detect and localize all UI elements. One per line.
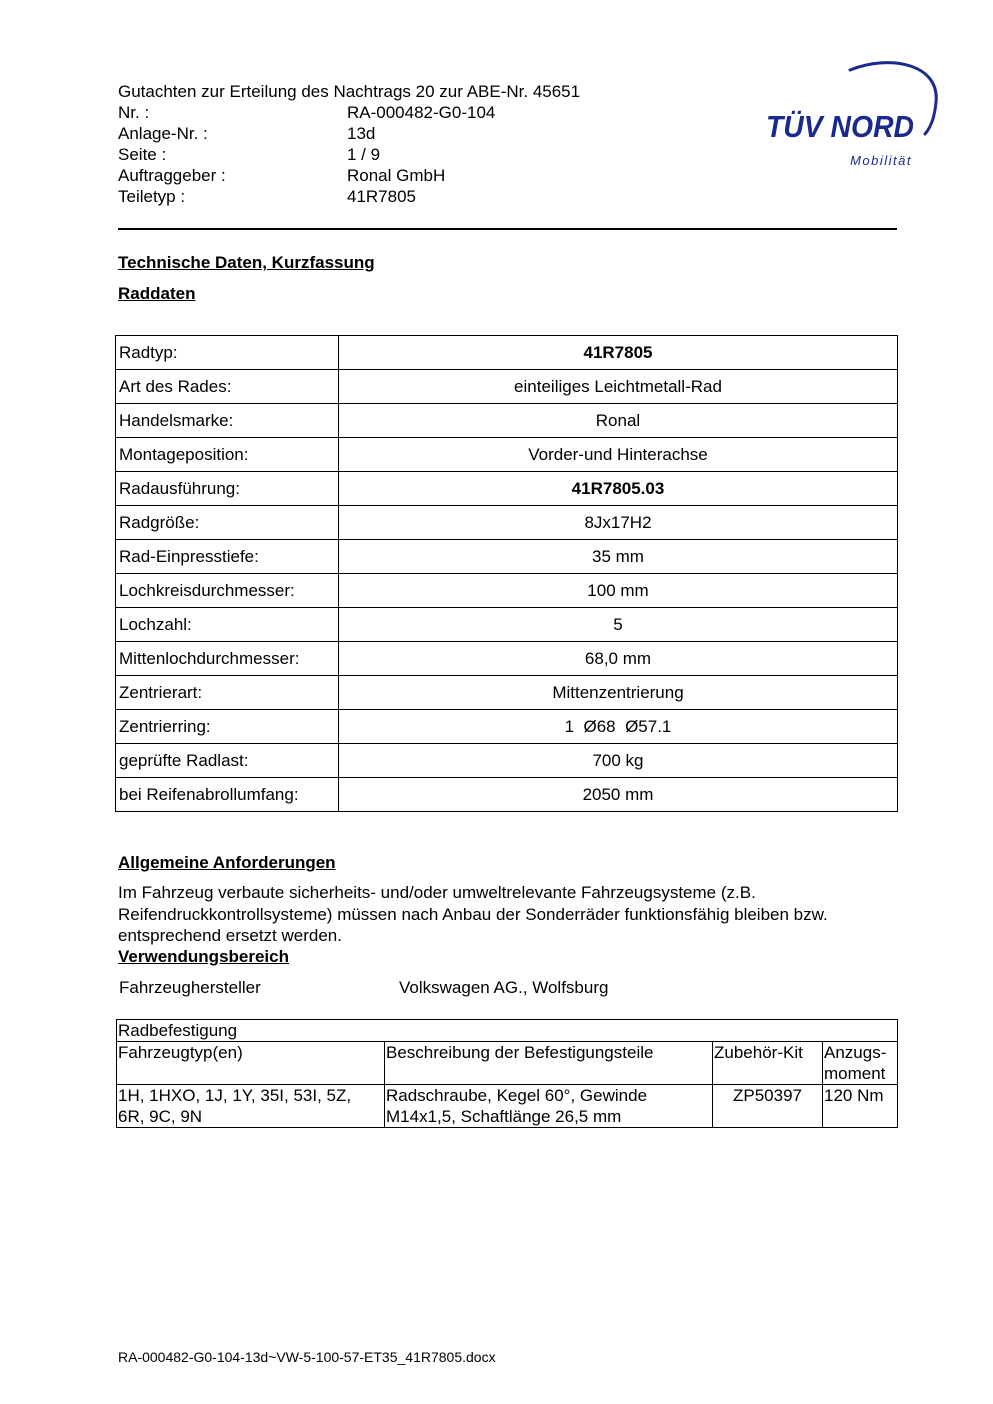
usage-title: Verwendungsbereich [118,947,289,966]
header-value: 41R7805 [347,187,417,206]
header-label: Seite : [118,145,167,164]
logo-subtitle: Mobilität [850,153,912,168]
mounting-table [116,1019,898,1128]
row-value: 8Jx17H2 [339,506,898,540]
cell-torque: 120 Nm [823,1085,898,1128]
header-row-seite [118,144,495,165]
row-value: 2050 mm [339,778,898,812]
header-torque-line1: Anzugs- [824,1043,887,1062]
vehicle-types-line1: 1H, 1HXO, 1J, 1Y, 35I, 53I, 5Z, [118,1086,352,1105]
row-value: 100 mm [339,574,898,608]
header-row-nr [118,102,495,123]
row-value: 35 mm [339,540,898,574]
row-value: Ronal [339,404,898,438]
footer-filename: RA-000482-G0-104-13d~VW-5-100-57-ET35_41R7805.docx [118,1349,496,1365]
table-row [116,744,898,778]
table-header-row [117,1042,898,1085]
row-label: Radgröße: [116,506,339,540]
row-label: bei Reifenabrollumfang: [116,778,339,812]
row-label: Rad-Einpresstiefe: [116,540,339,574]
header-description: Beschreibung der Befestigungsteile [385,1042,713,1085]
table-row [116,506,898,540]
vehicle-types-line2: 6R, 9C, 9N [118,1107,203,1126]
document-title: Gutachten zur Erteilung des Nachtrags 20 zur ABE-Nr. 45651 [118,82,581,101]
header-info [118,102,495,207]
cell-description [385,1085,713,1128]
header-value: RA-000482-G0-104 [347,103,496,122]
row-value: einteiliges Leichtmetall-Rad [339,370,898,404]
cell-vehicle-types [117,1085,385,1128]
description-line1: Radschraube, Kegel 60°, Gewinde [386,1086,648,1105]
logo-brand: TÜV NORD [766,109,914,144]
row-value: 1 Ø68 Ø57.1 [339,710,898,744]
row-label: Art des Rades: [116,370,339,404]
tuv-nord-logo [762,56,942,176]
header-value: 13d [347,124,376,143]
table-row [116,370,898,404]
wheel-section-title: Raddaten [118,284,196,303]
section-title: Technische Daten, Kurzfassung [118,253,375,272]
header-label: Nr. : [118,103,150,122]
table-row [116,404,898,438]
requirements-text [118,882,898,947]
header-vehicle-types: Fahrzeugtyp(en) [117,1042,385,1085]
table-row [116,608,898,642]
row-label: Radausführung: [116,472,339,506]
requirements-line: Im Fahrzeug verbaute sicherheits- und/oder umweltrelevante Fahrzeugsysteme (z.B. [118,883,756,902]
header-kit: Zubehör-Kit [713,1042,823,1085]
header-torque-line2: moment [824,1064,886,1083]
row-label: Zentrierring: [116,710,339,744]
header-label: Teiletyp : [118,187,186,206]
row-label: Radtyp: [116,336,339,370]
description-line2: M14x1,5, Schaftlänge 26,5 mm [386,1107,622,1126]
row-label: geprüfte Radlast: [116,744,339,778]
row-value: Vorder-und Hinterachse [339,438,898,472]
table-row [116,778,898,812]
header-label: Auftraggeber : [118,166,226,185]
table-row [116,642,898,676]
table-row [116,438,898,472]
row-value: 41R7805.03 [339,472,898,506]
row-label: Handelsmarke: [116,404,339,438]
table-row [116,574,898,608]
requirements-line: Reifendruckkontrollsysteme) müssen nach Anbau der Sonderräder funktionsfähig bleiben bzw. [118,904,828,924]
table-row [117,1020,898,1042]
row-value: 5 [339,608,898,642]
manufacturer-row [118,977,608,998]
row-label: Zentrierart: [116,676,339,710]
table-row [116,472,898,506]
manufacturer-label: Fahrzeughersteller [119,978,261,997]
row-value: Mittenzentrierung [339,676,898,710]
cell-kit: ZP50397 [713,1085,823,1128]
header-row-auftraggeber [118,165,495,186]
wheel-data-table [115,335,898,812]
row-label: Lochzahl: [116,608,339,642]
table-row [117,1085,898,1128]
row-value: 68,0 mm [339,642,898,676]
requirements-title: Allgemeine Anforderungen [118,853,336,872]
header-value: 1 / 9 [347,145,381,164]
header-label: Anlage-Nr. : [118,124,208,143]
header-value: Ronal GmbH [347,166,446,185]
row-label: Montageposition: [116,438,339,472]
header-row-teiletyp [118,186,495,207]
row-label: Lochkreisdurchmesser: [116,574,339,608]
manufacturer-value: Volkswagen AG., Wolfsburg [399,978,609,997]
header-row-anlage [118,123,495,144]
table-row [116,676,898,710]
table-row [116,540,898,574]
row-value: 41R7805 [339,336,898,370]
table-row [116,336,898,370]
requirements-line: entsprechend ersetzt werden. [118,926,342,945]
mounting-table-title: Radbefestigung [117,1020,898,1042]
row-value: 700 kg [339,744,898,778]
header-divider [118,228,897,230]
row-label: Mittenlochdurchmesser: [116,642,339,676]
table-row [116,710,898,744]
header-torque [823,1042,898,1085]
